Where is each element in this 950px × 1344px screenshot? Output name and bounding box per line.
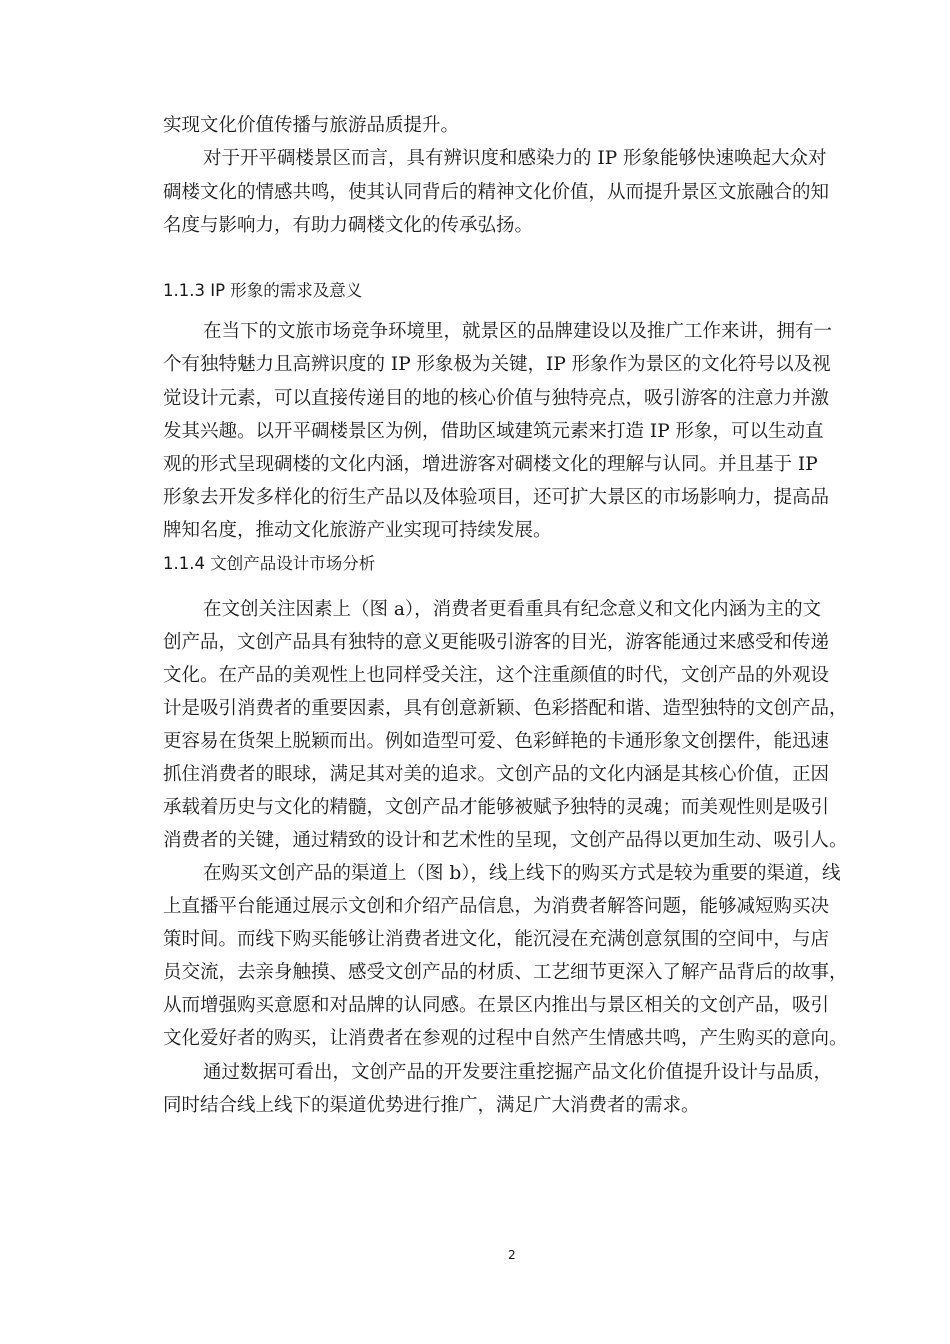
paragraph-line: 发其兴趣。以开平碉楼景区为例，借助区域建筑元素来打造 IP 形象，可以生动直: [163, 421, 824, 442]
paragraph-line: 抓住消费者的眼球，满足其对美的追求。文创产品的文化内涵是其核心价值，正因: [163, 764, 830, 785]
paragraph-line: 策时间。而线下购买能够让消费者进文化，能沉浸在充满创意氛围的空间中，与店: [163, 929, 830, 950]
paragraph-line: 在购买文创产品的渠道上（图 b），线上线下的购买方式是较为重要的渠道，线: [203, 863, 841, 884]
paragraph-line: 碉楼文化的情感共鸣，使其认同背后的精神文化价值，从而提升景区文旅融合的知: [163, 182, 830, 203]
paragraph-line: 上直播平台能通过展示文创和介绍产品信息，为消费者解答问题，能够减短购买决: [163, 896, 830, 917]
paragraph-line: 牌知名度，推动文化旅游产业实现可持续发展。: [163, 520, 552, 541]
section-heading-1-1-3: 1.1.3 IP 形象的需求及意义: [163, 281, 363, 300]
paragraph-line: 同时结合线上线下的渠道优势进行推广，满足广大消费者的需求。: [163, 1095, 700, 1116]
paragraph-line: 创产品，文创产品具有独特的意义更能吸引游客的目光，游客能通过来感受和传递: [163, 632, 830, 653]
paragraph-line: 观的形式呈现碉楼的文化内涵，增进游客对碉楼文化的理解与认同。并且基于 IP: [163, 454, 818, 475]
paragraph-line: 名度与影响力，有助力碉楼文化的传承弘扬。: [163, 215, 534, 236]
paragraph-line: 文化爱好者的购买，让消费者在参观的过程中自然产生情感共鸣，产生购买的意向。: [163, 1028, 848, 1049]
section-heading-1-1-4: 1.1.4 文创产品设计市场分析: [163, 554, 376, 573]
paragraph-line: 消费者的关键，通过精致的设计和艺术性的呈现，文创产品得以更加生动、吸引人。: [163, 830, 848, 851]
paragraph-line: 员交流，去亲身触摸、感受文创产品的材质、工艺细节更深入了解产品背后的故事，: [163, 962, 848, 983]
paragraph-line: 更容易在货架上脱颖而出。例如造型可爱、色彩鲜艳的卡通形象文创摆件，能迅速: [163, 731, 830, 752]
paragraph-line: 计是吸引消费者的重要因素，具有创意新颖、色彩搭配和谐、造型独特的文创产品，: [163, 698, 848, 719]
paragraph-line: 承载着历史与文化的精髓，文创产品才能够被赋予独特的灵魂；而美观性则是吸引: [163, 797, 830, 818]
paragraph-line: 从而增强购买意愿和对品牌的认同感。在景区内推出与景区相关的文创产品，吸引: [163, 995, 830, 1016]
paragraph-line: 形象去开发多样化的衍生产品以及体验项目，还可扩大景区的市场影响力，提高品: [163, 487, 830, 508]
paragraph-line: 实现文化价值传播与旅游品质提升。: [163, 115, 460, 136]
paragraph-line: 觉设计元素，可以直接传递目的地的核心价值与独特亮点，吸引游客的注意力并激: [163, 388, 830, 409]
paragraph-line: 通过数据可看出，文创产品的开发要注重挖掘产品文化价值提升设计与品质，: [203, 1062, 833, 1083]
paragraph-line: 个有独特魅力且高辨识度的 IP 形象极为关键，IP 形象作为景区的文化符号以及视: [163, 354, 831, 375]
paragraph-line: 文化。在产品的美观性上也同样受关注，这个注重颜值的时代，文创产品的外观设: [163, 665, 830, 686]
paragraph-line: 在文创关注因素上（图 a），消费者更看重具有纪念意义和文化内涵为主的文: [203, 599, 822, 620]
paragraph-line: 对于开平碉楼景区而言，具有辨识度和感染力的 IP 形象能够快速唤起大众对: [203, 148, 827, 169]
paragraph-line: 在当下的文旅市场竞争环境里，就景区的品牌建设以及推广工作来讲，拥有一: [203, 321, 833, 342]
page-number: 2: [508, 1248, 516, 1262]
